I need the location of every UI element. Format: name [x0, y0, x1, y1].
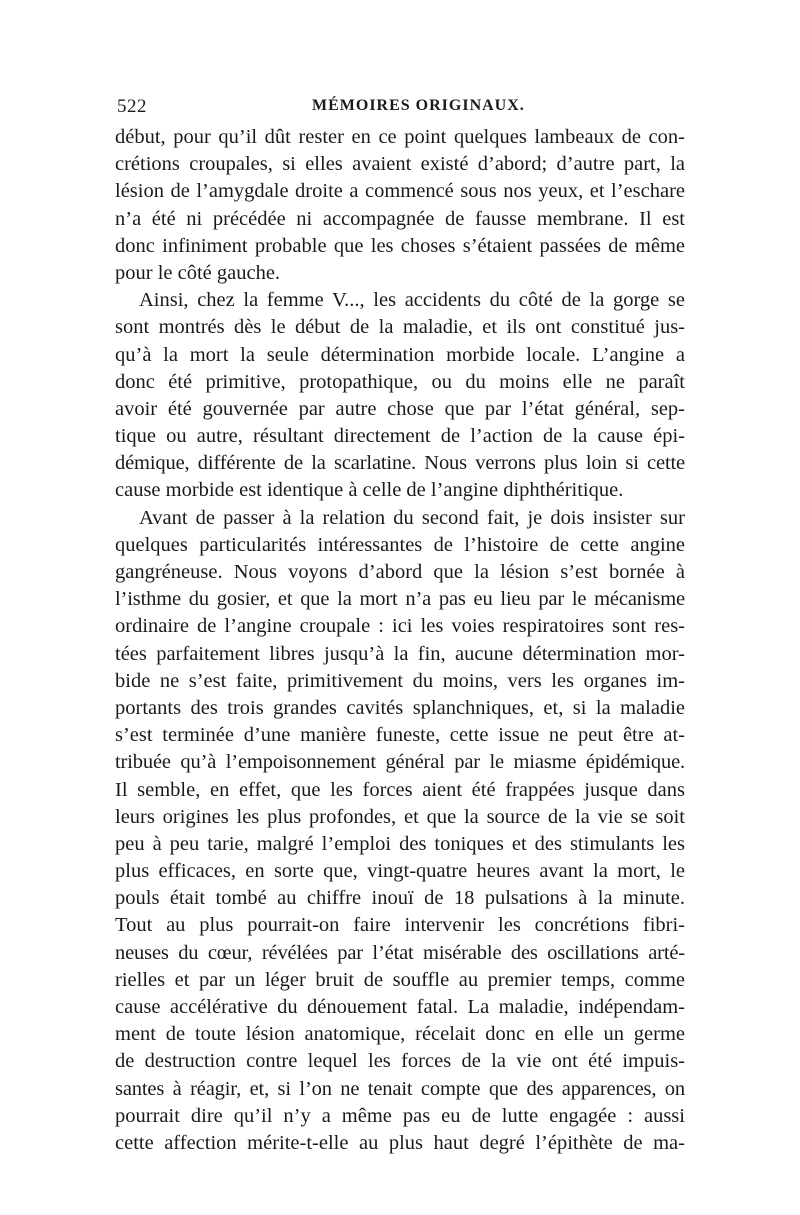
text-line: avoir été gouvernée par autre chose que par l’état général, sep- — [115, 397, 685, 420]
running-title: MÉMOIRES ORIGINAUX. — [312, 97, 525, 114]
text-line: n’a été ni précédée ni accompagnée de fausse membrane. Il est — [115, 207, 685, 230]
text-line: santes à réagir, et, si l’on ne tenait compte que des apparences, on — [115, 1077, 685, 1100]
text-line: Ainsi, chez la femme V..., les accidents du côté de la gorge se — [139, 289, 685, 312]
text-line: crétions croupales, si elles avaient existé d’abord; d’autre part, la — [115, 153, 685, 176]
text-line: de destruction contre lequel les forces de la vie ont été impuis- — [115, 1050, 685, 1073]
text-line: tées parfaitement libres jusqu’à la fin, aucune détermination mor- — [115, 642, 685, 665]
text-line: plus efficaces, en sorte que, vingt-quatre heures avant la mort, le — [115, 860, 685, 883]
text-line: tribuée qu’à l’empoisonnement général par le miasme épidémique. — [115, 751, 685, 774]
text-line: donc été primitive, protopathique, ou du moins elle ne paraît — [115, 370, 685, 393]
text-line: quelques particularités intéressantes de l’histoire de cette angine — [115, 533, 685, 556]
text-line: pourrait dire qu’il n’y a même pas eu de lutte engagée : aussi — [115, 1104, 685, 1127]
text-line: ment de toute lésion anatomique, récelait donc en elle un germe — [115, 1023, 685, 1046]
text-line: démique, différente de la scarlatine. Nous verrons plus loin si cette — [115, 452, 685, 475]
text-line: Il semble, en effet, que les forces aient été frappées jusque dans — [115, 778, 685, 801]
text-line: qu’à la mort la seule détermination morbide locale. L’angine a — [115, 343, 685, 366]
text-line: s’est terminée d’une manière funeste, cette issue ne peut être at- — [115, 724, 685, 747]
text-line: l’isthme du gosier, et que la mort n’a pas eu lieu par le mécanisme — [115, 588, 685, 611]
page-number: 522 — [117, 96, 147, 117]
text-line: ordinaire de l’angine croupale : ici les voies respiratoires sont res- — [115, 615, 685, 638]
text-line: gangréneuse. Nous voyons d’abord que la lésion s’est bornée à — [115, 561, 685, 583]
text-line: peu à peu tarie, malgré l’emploi des toniques et des stimulants les — [115, 832, 685, 855]
text-line: pour le côté gauche. — [115, 261, 281, 284]
body-text — [115, 124, 685, 1157]
running-head — [117, 96, 687, 126]
text-line: rielles et par un léger bruit de souffle au premier temps, comme — [115, 968, 685, 991]
text-line: tique ou autre, résultant directement de l’action de la cause épi- — [115, 425, 685, 448]
text-line: portants des trois grandes cavités splanchniques, et, si la maladie — [115, 696, 685, 719]
text-line: leurs origines les plus profondes, et que la source de la vie se soit — [115, 805, 685, 828]
text-line: neuses du cœur, révélées par l’état misérable des oscillations arté- — [115, 941, 685, 964]
text-line: cause morbide est identique à celle de l’angine diphthéritique. — [115, 479, 624, 502]
text-line: donc infiniment probable que les choses s’étaient passées de même — [115, 234, 685, 257]
text-line: lésion de l’amygdale droite a commencé sous nos yeux, et l’eschare — [115, 180, 685, 203]
text-line: Tout au plus pourrait-on faire intervenir les concrétions fibri- — [115, 914, 685, 937]
text-line: Avant de passer à la relation du second fait, je dois insister sur — [139, 506, 685, 529]
text-line: bide ne s’est faite, primitivement du moins, vers les organes im- — [115, 669, 685, 692]
text-line: cette affection mérite-t-elle au plus haut degré l’épithète de ma- — [115, 1131, 685, 1154]
text-line: cause accélérative du dénouement fatal. La maladie, indépendam- — [115, 996, 685, 1018]
text-line: début, pour qu’il dût rester en ce point quelques lambeaux de con- — [115, 126, 685, 148]
text-line: sont montrés dès le début de la maladie, et ils ont constitué jus- — [115, 316, 685, 339]
text-line: pouls était tombé au chiffre inouï de 18 pulsations à la minute. — [115, 887, 685, 910]
